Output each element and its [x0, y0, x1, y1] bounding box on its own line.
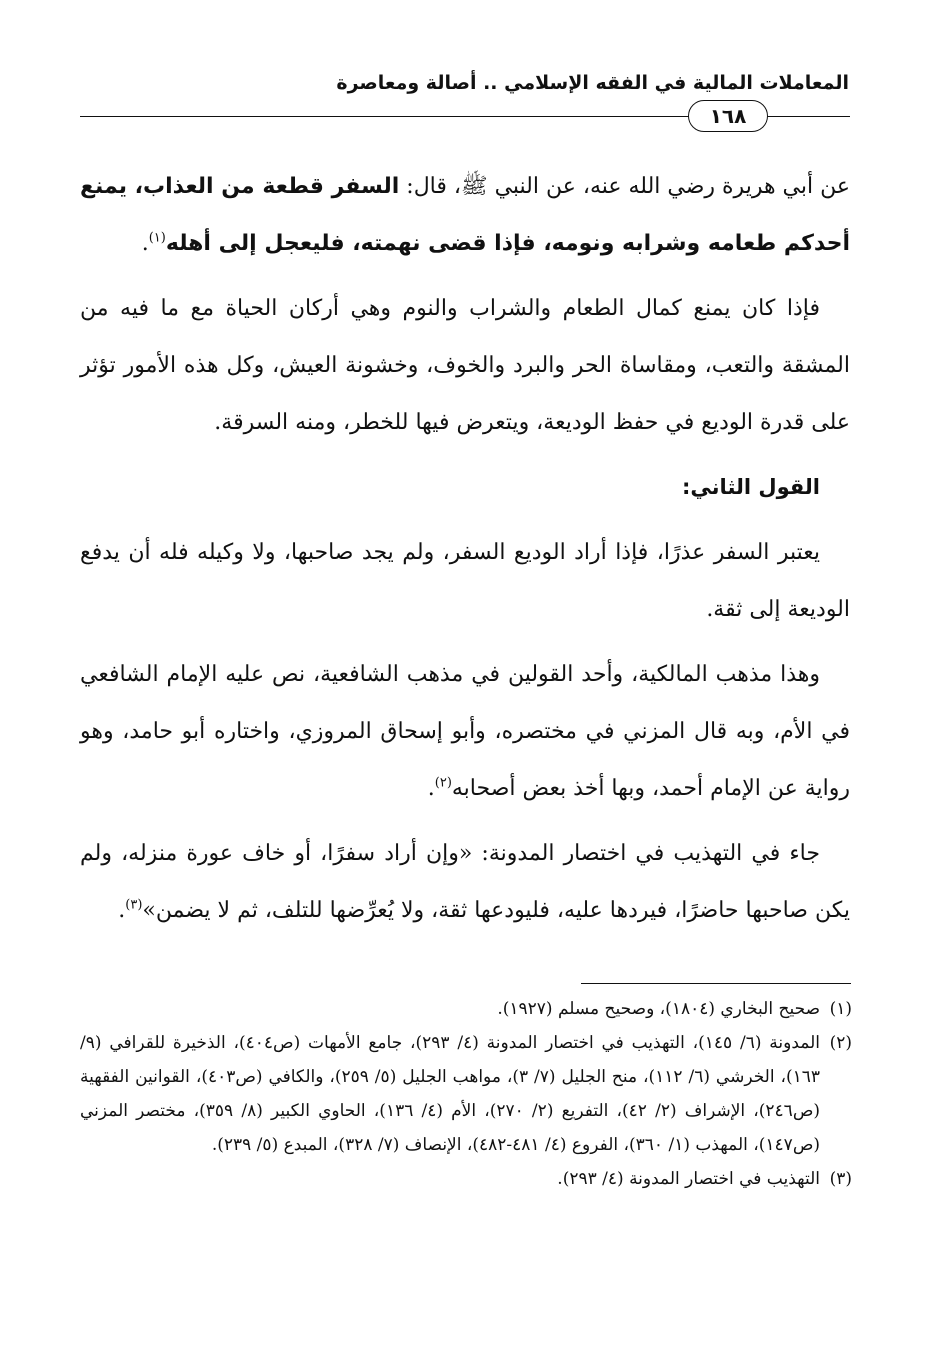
footnote-text: التهذيب في اختصار المدونة (٤/ ٢٩٣).	[557, 1169, 820, 1189]
madhhab-end: .	[427, 776, 435, 801]
paragraph-explanation: فإذا كان يمنع كمال الطعام والشراب والنوم وهي أركان الحياة مع ما فيه من المشقة والتعب، ومقاساة الحر والبرد والخوف، وخشونة العيش، وكل هذه الأمور تؤثر على قدرة الوديع في حفظ الوديعة، ويتعرض فيها للخطر، ومنه السرقة.	[80, 296, 850, 435]
page-number: ١٦٨	[709, 104, 747, 128]
footnote-number: (٣)	[829, 1169, 852, 1189]
footnote-item	[80, 1026, 852, 1162]
footnote-separator	[581, 983, 851, 984]
footnote-text: المدونة (٦/ ١٤٥)، التهذيب في اختصار المدونة (٤/ ٢٩٣)، جامع الأمهات (ص٤٠٤)، الذخيرة للقرافي (٩/ ١٦٣)، الخرشي (٦/ ١١٢)، منح الجليل (٧/ ٣)، مواهب الجليل (٥/ ٢٥٩)، والكافي (ص٤٠٣)، القوانين الفقهية (ص٢٤٦)، الإشراف (٢/ ٤٢)، التفريع (٢/ ٢٧٠)، الأم (٤/ ١٣٦)، الحاوي الكبير (٨/ ٣٥٩)، مختصر المزني (ص١٤٧)، المهذب (١/ ٣٦٠)، الفروع (٤/ ٤٨١-٤٨٢)، الإنصاف (٧/ ٣٢٨)، المبدع (٥/ ٢٣٩).	[80, 1033, 821, 1155]
footnotes	[80, 992, 852, 1196]
footnote-ref-3[interactable]: (٣)	[125, 897, 143, 913]
paragraph-quotation	[80, 825, 850, 939]
main-text	[80, 158, 850, 947]
madhhab-text: وهذا مذهب المالكية، وأحد القولين في مذهب الشافعية، نص عليه الإمام الشافعي في الأم، وبه قال المزني في مختصره، وأبو إسحاق المروزي، واختاره أبو حامد، وهو رواية عن الإمام أحمد، وبها أخذ بعض أصحابه	[80, 662, 850, 801]
footnote-ref-1[interactable]: (١)	[148, 230, 166, 246]
page-number-badge	[688, 100, 768, 132]
paragraph-hadith	[80, 158, 850, 272]
hadith-text: السفر قطعة من العذاب، يمنع أحدكم طعامه وشرابه ونومه، فإذا قضى نهمته، فليعجل إلى أهله	[79, 174, 850, 256]
hadith-end: .	[141, 231, 149, 256]
quotation-text: جاء في التهذيب في اختصار المدونة: «وإن أراد سفرًا، أو خاف عورة منزله، ولم يكن صاحبها حاضرًا، فيردها عليه، فليودعها ثقة، ولا يُعرِّضها للتلف، ثم لا يضمن»	[80, 841, 850, 923]
footnote-text: صحيح البخاري (١٨٠٤)، وصحيح مسلم (١٩٢٧).	[497, 999, 820, 1019]
footnote-item	[80, 992, 852, 1026]
footnote-number: (١)	[829, 999, 852, 1019]
running-header-title: المعاملات المالية في الفقه الإسلامي .. أصالة ومعاصرة	[336, 72, 849, 94]
footnote-item	[80, 1162, 852, 1196]
hadith-intro: عن أبي هريرة رضي الله عنه، عن النبي ﷺ، قال:	[399, 174, 850, 199]
footnote-number: (٢)	[829, 1033, 852, 1053]
paragraph-second-opinion: يعتبر السفر عذرًا، فإذا أراد الوديع السفر، ولم يجد صاحبها، ولا وكيله فله أن يدفع الوديعة إلى ثقة.	[80, 540, 850, 622]
quotation-end: .	[118, 898, 126, 923]
paragraph-madhhab	[80, 646, 850, 817]
footnote-ref-2[interactable]: (٢)	[434, 775, 452, 791]
section-heading: القول الثاني:	[682, 475, 820, 499]
